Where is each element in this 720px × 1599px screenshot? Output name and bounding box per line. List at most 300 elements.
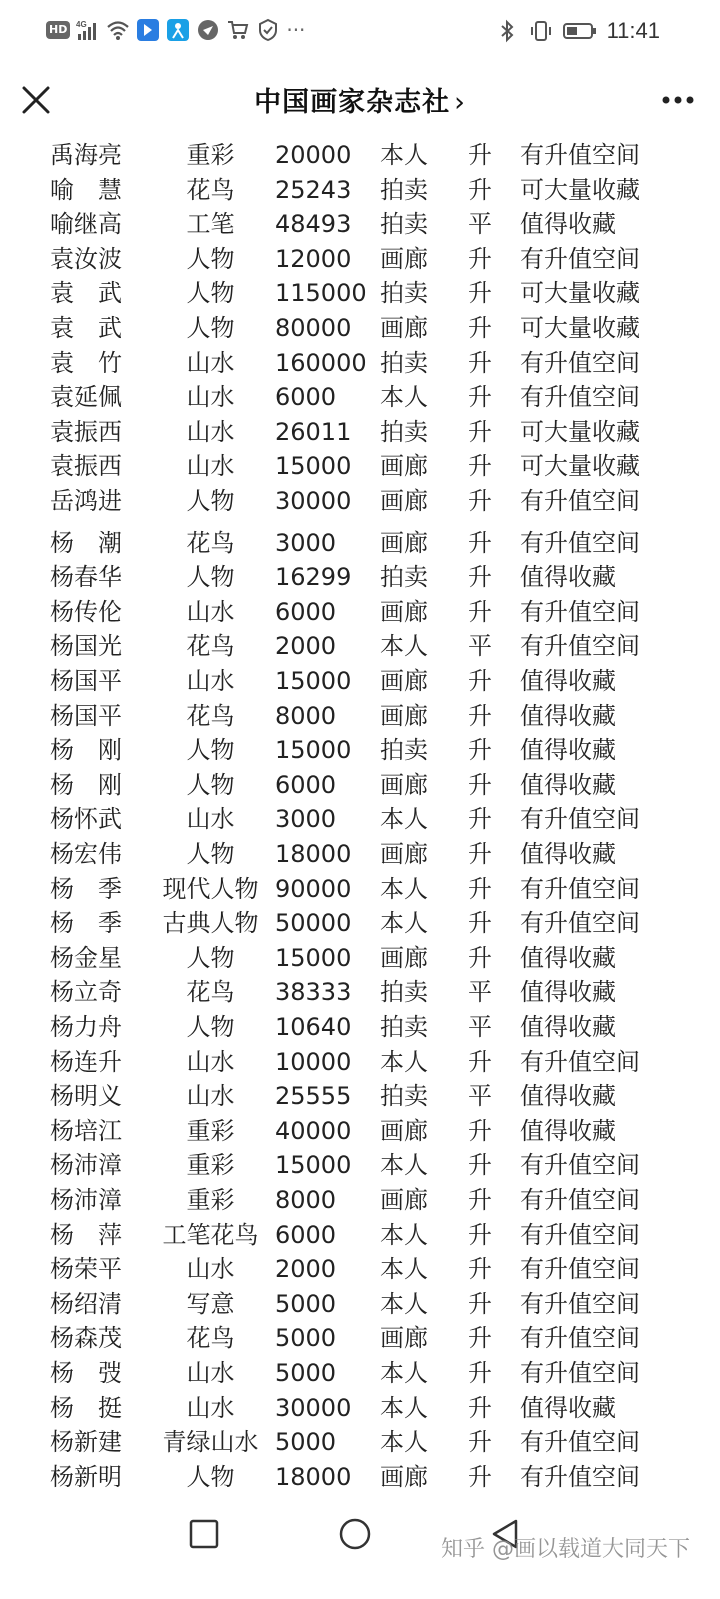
source-cell: 拍卖 (380, 563, 428, 592)
note-cell: 有升值空间 (520, 909, 640, 938)
trend-cell: 升 (468, 528, 492, 557)
wifi-icon (106, 18, 130, 42)
source-cell: 本人 (380, 1255, 428, 1284)
source-cell: 画廊 (380, 1324, 428, 1353)
trend-cell: 升 (468, 701, 492, 730)
price-cell: 25243 (275, 175, 352, 204)
note-cell: 值得收藏 (520, 943, 616, 972)
trend-cell: 升 (468, 874, 492, 903)
table-row (0, 1391, 720, 1425)
source-cell: 画廊 (380, 528, 428, 557)
trend-cell: 升 (468, 736, 492, 765)
category-cell: 花鸟 (186, 528, 235, 557)
source-cell: 画廊 (380, 943, 428, 972)
note-cell: 可大量收藏 (520, 279, 640, 308)
price-cell: 30000 (275, 487, 352, 515)
category-cell: 花鸟 (186, 701, 235, 730)
home-button[interactable] (337, 1516, 373, 1552)
category-cell: 花鸟 (186, 978, 235, 1007)
table-row (0, 664, 720, 698)
category-cell: 重彩 (186, 1151, 235, 1180)
table-row (0, 276, 720, 310)
price-cell: 18000 (275, 1462, 352, 1491)
table-row (0, 1287, 720, 1321)
note-cell: 值得收藏 (520, 1393, 616, 1422)
source-cell: 本人 (380, 805, 428, 834)
status-right (495, 18, 660, 44)
watermark-text: 知乎 @画以载道大同天下 (441, 1537, 690, 1562)
artist-name-cell: 杨怀武 (50, 805, 122, 834)
square-icon (186, 1516, 222, 1552)
trend-cell: 升 (468, 487, 492, 515)
table-row (0, 802, 720, 836)
note-cell: 值得收藏 (520, 840, 616, 868)
app-icon-2 (166, 18, 190, 42)
table-row (0, 975, 720, 1009)
trend-cell: 升 (468, 1047, 492, 1076)
price-cell: 3000 (275, 528, 337, 557)
source-cell: 画廊 (380, 487, 428, 515)
price-cell: 16299 (275, 563, 352, 592)
price-cell: 6000 (275, 1220, 337, 1249)
category-cell: 工笔 (186, 210, 235, 239)
price-cell: 5000 (275, 1359, 337, 1387)
more-icon (658, 82, 698, 118)
trend-cell: 升 (468, 348, 492, 377)
table-row (0, 526, 720, 560)
table-row (0, 1321, 720, 1355)
artist-name-cell: 杨 萍 (50, 1220, 122, 1249)
category-cell: 山水 (186, 1393, 235, 1422)
price-cell: 5000 (275, 1324, 337, 1353)
source-cell: 拍卖 (380, 348, 428, 377)
price-cell: 5000 (275, 1289, 337, 1318)
price-cell: 8000 (275, 1186, 337, 1214)
table-row (0, 1148, 720, 1182)
source-cell: 本人 (380, 1393, 428, 1422)
category-cell: 工笔花鸟 (162, 1220, 259, 1249)
source-cell: 拍卖 (380, 175, 428, 204)
note-cell: 有升值空间 (520, 805, 640, 834)
note-cell: 值得收藏 (520, 1013, 616, 1041)
category-cell: 现代人物 (162, 874, 259, 903)
category-cell: 人物 (186, 314, 235, 342)
table-row (0, 1183, 720, 1217)
note-cell: 有升值空间 (520, 1220, 640, 1249)
price-cell: 15000 (275, 667, 352, 695)
artist-name-cell: 杨 季 (50, 909, 122, 938)
artist-name-cell: 喻继高 (50, 210, 122, 239)
battery-icon (563, 19, 597, 43)
artist-name-cell: 杨新明 (50, 1462, 122, 1491)
source-cell: 画廊 (380, 1116, 428, 1145)
table-row (0, 768, 720, 802)
price-cell: 8000 (275, 701, 337, 730)
table-row (0, 207, 720, 241)
artist-name-cell: 袁 武 (50, 314, 122, 342)
note-cell: 有升值空间 (520, 1462, 640, 1491)
trend-cell: 升 (468, 1289, 492, 1318)
source-cell: 本人 (380, 632, 428, 661)
table-row (0, 1356, 720, 1390)
recent-apps-button[interactable] (186, 1516, 222, 1552)
trend-cell: 升 (468, 943, 492, 972)
note-cell: 值得收藏 (520, 563, 616, 592)
trend-cell: 平 (468, 632, 492, 661)
artist-name-cell: 杨国光 (50, 632, 122, 661)
artist-name-cell: 杨金星 (50, 943, 122, 972)
artist-name-cell: 禹海亮 (50, 141, 122, 169)
category-cell: 山水 (186, 597, 235, 626)
artist-name-cell: 喻 慧 (50, 175, 122, 204)
note-cell: 有升值空间 (520, 1255, 640, 1284)
note-cell: 有升值空间 (520, 1047, 640, 1076)
source-cell: 画廊 (380, 314, 428, 342)
trend-cell: 升 (468, 244, 492, 273)
bluetooth-icon (495, 19, 519, 43)
category-cell: 人物 (186, 1013, 235, 1041)
category-cell: 花鸟 (186, 1324, 235, 1353)
artist-name-cell: 袁汝波 (50, 244, 122, 273)
source-cell: 画廊 (380, 452, 428, 481)
artist-name-cell: 杨 弢 (50, 1359, 122, 1387)
artist-name-cell: 杨国平 (50, 667, 122, 695)
more-button[interactable] (658, 82, 698, 118)
hd-badge: HD (46, 21, 70, 39)
artist-name-cell: 杨力舟 (50, 1013, 122, 1041)
price-cell: 2000 (275, 1255, 337, 1284)
trend-cell: 平 (468, 978, 492, 1007)
table-row (0, 138, 720, 172)
price-cell: 10640 (275, 1013, 352, 1041)
artist-name-cell: 袁 武 (50, 279, 122, 308)
category-cell: 写意 (186, 1289, 235, 1318)
price-cell: 160000 (275, 348, 367, 377)
price-cell: 2000 (275, 632, 337, 661)
table-row (0, 242, 720, 276)
category-cell: 山水 (186, 1255, 235, 1284)
more-dots-icon: ··· (286, 18, 306, 42)
vibrate-icon (529, 19, 553, 43)
category-cell: 山水 (186, 417, 235, 446)
app-icon-1 (136, 18, 160, 42)
note-cell: 有升值空间 (520, 1359, 640, 1387)
source-cell: 拍卖 (380, 279, 428, 308)
note-cell: 有升值空间 (520, 632, 640, 661)
artist-name-cell: 杨 刚 (50, 736, 122, 765)
source-cell: 拍卖 (380, 1082, 428, 1111)
note-cell: 有升值空间 (520, 1428, 640, 1457)
artist-name-cell: 袁振西 (50, 452, 122, 481)
artist-name-cell: 杨明义 (50, 1082, 122, 1111)
category-cell: 花鸟 (186, 175, 235, 204)
price-cell: 12000 (275, 244, 352, 273)
trend-cell: 升 (468, 1151, 492, 1180)
source-cell: 本人 (380, 1047, 428, 1076)
price-cell: 15000 (275, 943, 352, 972)
trend-cell: 升 (468, 805, 492, 834)
price-cell: 115000 (275, 279, 367, 308)
artist-name-cell: 袁延佩 (50, 383, 122, 412)
source-cell: 本人 (380, 1220, 428, 1249)
source-cell: 本人 (380, 383, 428, 412)
category-cell: 重彩 (186, 1116, 235, 1145)
trend-cell: 升 (468, 279, 492, 308)
trend-cell: 升 (468, 909, 492, 938)
category-cell: 人物 (186, 487, 235, 515)
category-cell: 人物 (186, 1462, 235, 1491)
note-cell: 有升值空间 (520, 1186, 640, 1214)
source-cell: 画廊 (380, 1462, 428, 1491)
source-cell: 画廊 (380, 840, 428, 868)
table-row (0, 872, 720, 906)
table-row (0, 449, 720, 483)
note-cell: 有升值空间 (520, 487, 640, 515)
artist-name-cell: 杨沛漳 (50, 1151, 122, 1180)
artist-name-cell: 杨 季 (50, 874, 122, 903)
note-cell: 值得收藏 (520, 1116, 616, 1145)
price-cell: 30000 (275, 1393, 352, 1422)
category-cell: 山水 (186, 667, 235, 695)
chevron-right-icon: › (454, 87, 466, 118)
artist-name-cell: 杨传伦 (50, 597, 122, 626)
page-title-text: 中国画家杂志社 (254, 87, 451, 118)
trend-cell: 平 (468, 1013, 492, 1041)
category-cell: 山水 (186, 1047, 235, 1076)
artist-name-cell: 杨培江 (50, 1116, 122, 1145)
status-left (46, 18, 305, 42)
artist-name-cell: 杨 潮 (50, 528, 122, 557)
trend-cell: 升 (468, 597, 492, 626)
table-row (0, 1114, 720, 1148)
note-cell: 有升值空间 (520, 1151, 640, 1180)
source-cell: 画廊 (380, 244, 428, 273)
artist-name-cell: 杨森茂 (50, 1324, 122, 1353)
table-row (0, 1252, 720, 1286)
note-cell: 可大量收藏 (520, 175, 640, 204)
note-cell: 值得收藏 (520, 1082, 616, 1111)
source-cell: 本人 (380, 1289, 428, 1318)
note-cell: 值得收藏 (520, 701, 616, 730)
trend-cell: 升 (468, 1255, 492, 1284)
trend-cell: 升 (468, 383, 492, 412)
source-cell: 画廊 (380, 597, 428, 626)
category-cell: 山水 (186, 1082, 235, 1111)
table-row (0, 173, 720, 207)
note-cell: 值得收藏 (520, 210, 616, 239)
category-cell: 重彩 (186, 141, 235, 169)
category-cell: 山水 (186, 452, 235, 481)
price-cell: 80000 (275, 314, 352, 342)
source-cell: 拍卖 (380, 210, 428, 239)
note-cell: 值得收藏 (520, 667, 616, 695)
table-row (0, 595, 720, 629)
source-cell: 本人 (380, 1428, 428, 1457)
source-cell: 画廊 (380, 701, 428, 730)
trend-cell: 升 (468, 1186, 492, 1214)
artist-name-cell: 袁振西 (50, 417, 122, 446)
system-nav-bar (0, 1500, 720, 1599)
artist-name-cell: 杨绍清 (50, 1289, 122, 1318)
source-cell: 本人 (380, 874, 428, 903)
price-cell: 15000 (275, 736, 352, 765)
price-cell: 25555 (275, 1082, 352, 1111)
note-cell: 有升值空间 (520, 141, 640, 169)
page-title[interactable] (0, 80, 720, 119)
price-cell: 6000 (275, 770, 337, 799)
category-cell: 山水 (186, 1359, 235, 1387)
note-cell: 有升值空间 (520, 874, 640, 903)
table-row (0, 1425, 720, 1459)
category-cell: 山水 (186, 383, 235, 412)
table-row (0, 733, 720, 767)
table-row (0, 311, 720, 345)
price-cell: 20000 (275, 141, 352, 169)
signal-4g-icon (76, 18, 100, 42)
artist-name-cell: 岳鸿进 (50, 487, 122, 515)
note-cell: 有升值空间 (520, 244, 640, 273)
price-cell: 40000 (275, 1116, 352, 1145)
note-cell: 有升值空间 (520, 597, 640, 626)
price-cell: 18000 (275, 840, 352, 868)
category-cell: 人物 (186, 563, 235, 592)
trend-cell: 升 (468, 141, 492, 169)
price-cell: 90000 (275, 874, 352, 903)
table-row (0, 837, 720, 871)
table-row (0, 629, 720, 663)
trend-cell: 平 (468, 210, 492, 239)
note-cell: 可大量收藏 (520, 417, 640, 446)
table-row (0, 560, 720, 594)
note-cell: 有升值空间 (520, 1324, 640, 1353)
price-cell: 38333 (275, 978, 352, 1007)
price-cell: 10000 (275, 1047, 352, 1076)
status-bar (0, 0, 720, 62)
category-cell: 古典人物 (162, 909, 259, 938)
clock: 11:41 (606, 18, 660, 43)
trend-cell: 升 (468, 1359, 492, 1387)
artist-name-cell: 杨新建 (50, 1428, 122, 1457)
price-cell: 48493 (275, 210, 352, 239)
price-cell: 3000 (275, 805, 337, 834)
category-cell: 人物 (186, 244, 235, 273)
table-row (0, 380, 720, 414)
note-cell: 值得收藏 (520, 978, 616, 1007)
artist-name-cell: 袁 竹 (50, 348, 122, 377)
table-row (0, 415, 720, 449)
source-cell: 画廊 (380, 667, 428, 695)
artist-name-cell: 杨 刚 (50, 770, 122, 799)
table-row (0, 1045, 720, 1079)
category-cell: 山水 (186, 805, 235, 834)
artist-name-cell: 杨宏伟 (50, 840, 122, 868)
table-row (0, 346, 720, 380)
price-cell: 15000 (275, 452, 352, 481)
artist-name-cell: 杨 挺 (50, 1393, 122, 1422)
source-cell: 画廊 (380, 1186, 428, 1214)
source-cell: 拍卖 (380, 1013, 428, 1041)
trend-cell: 升 (468, 840, 492, 868)
trend-cell: 升 (468, 1116, 492, 1145)
category-cell: 人物 (186, 943, 235, 972)
table-row (0, 699, 720, 733)
table-row (0, 906, 720, 940)
trend-cell: 升 (468, 770, 492, 799)
source-cell: 本人 (380, 1359, 428, 1387)
price-cell: 50000 (275, 909, 352, 938)
trend-cell: 升 (468, 1393, 492, 1422)
artist-name-cell: 杨春华 (50, 563, 122, 592)
source-cell: 拍卖 (380, 978, 428, 1007)
table-row (0, 484, 720, 518)
trend-cell: 升 (468, 1324, 492, 1353)
trend-cell: 升 (468, 314, 492, 342)
category-cell: 青绿山水 (162, 1428, 259, 1457)
trend-cell: 升 (468, 563, 492, 592)
source-cell: 本人 (380, 141, 428, 169)
category-cell: 山水 (186, 348, 235, 377)
source-cell: 拍卖 (380, 736, 428, 765)
category-cell: 人物 (186, 279, 235, 308)
table-row (0, 1079, 720, 1113)
category-cell: 人物 (186, 840, 235, 868)
source-cell: 本人 (380, 1151, 428, 1180)
svg-text:4G: 4G (76, 20, 88, 29)
note-cell: 有升值空间 (520, 528, 640, 557)
app-icon-3 (196, 18, 220, 42)
artist-name-cell: 杨连升 (50, 1047, 122, 1076)
category-cell: 人物 (186, 770, 235, 799)
price-cell: 5000 (275, 1428, 337, 1457)
note-cell: 值得收藏 (520, 736, 616, 765)
trend-cell: 升 (468, 175, 492, 204)
price-cell: 6000 (275, 597, 337, 626)
trend-cell: 升 (468, 1428, 492, 1457)
category-cell: 花鸟 (186, 632, 235, 661)
source-cell: 拍卖 (380, 417, 428, 446)
source-cell: 本人 (380, 909, 428, 938)
top-nav-header (0, 62, 720, 140)
artist-name-cell: 杨沛漳 (50, 1186, 122, 1214)
note-cell: 值得收藏 (520, 770, 616, 799)
price-cell: 26011 (275, 417, 352, 446)
trend-cell: 升 (468, 417, 492, 446)
artist-name-cell: 杨立奇 (50, 978, 122, 1007)
trend-cell: 平 (468, 1082, 492, 1111)
shield-icon (256, 18, 280, 42)
category-cell: 人物 (186, 736, 235, 765)
note-cell: 有升值空间 (520, 1289, 640, 1318)
cart-icon (226, 18, 250, 42)
trend-cell: 升 (468, 1220, 492, 1249)
artist-name-cell: 杨荣平 (50, 1255, 122, 1284)
category-cell: 重彩 (186, 1186, 235, 1214)
circle-icon (337, 1516, 373, 1552)
trend-cell: 升 (468, 1462, 492, 1491)
table-row (0, 941, 720, 975)
note-cell: 有升值空间 (520, 348, 640, 377)
price-cell: 6000 (275, 383, 337, 412)
price-cell: 15000 (275, 1151, 352, 1180)
trend-cell: 升 (468, 452, 492, 481)
table-row (0, 1010, 720, 1044)
note-cell: 可大量收藏 (520, 452, 640, 481)
note-cell: 有升值空间 (520, 383, 640, 412)
source-cell: 画廊 (380, 770, 428, 799)
artist-name-cell: 杨国平 (50, 701, 122, 730)
note-cell: 可大量收藏 (520, 314, 640, 342)
trend-cell: 升 (468, 667, 492, 695)
